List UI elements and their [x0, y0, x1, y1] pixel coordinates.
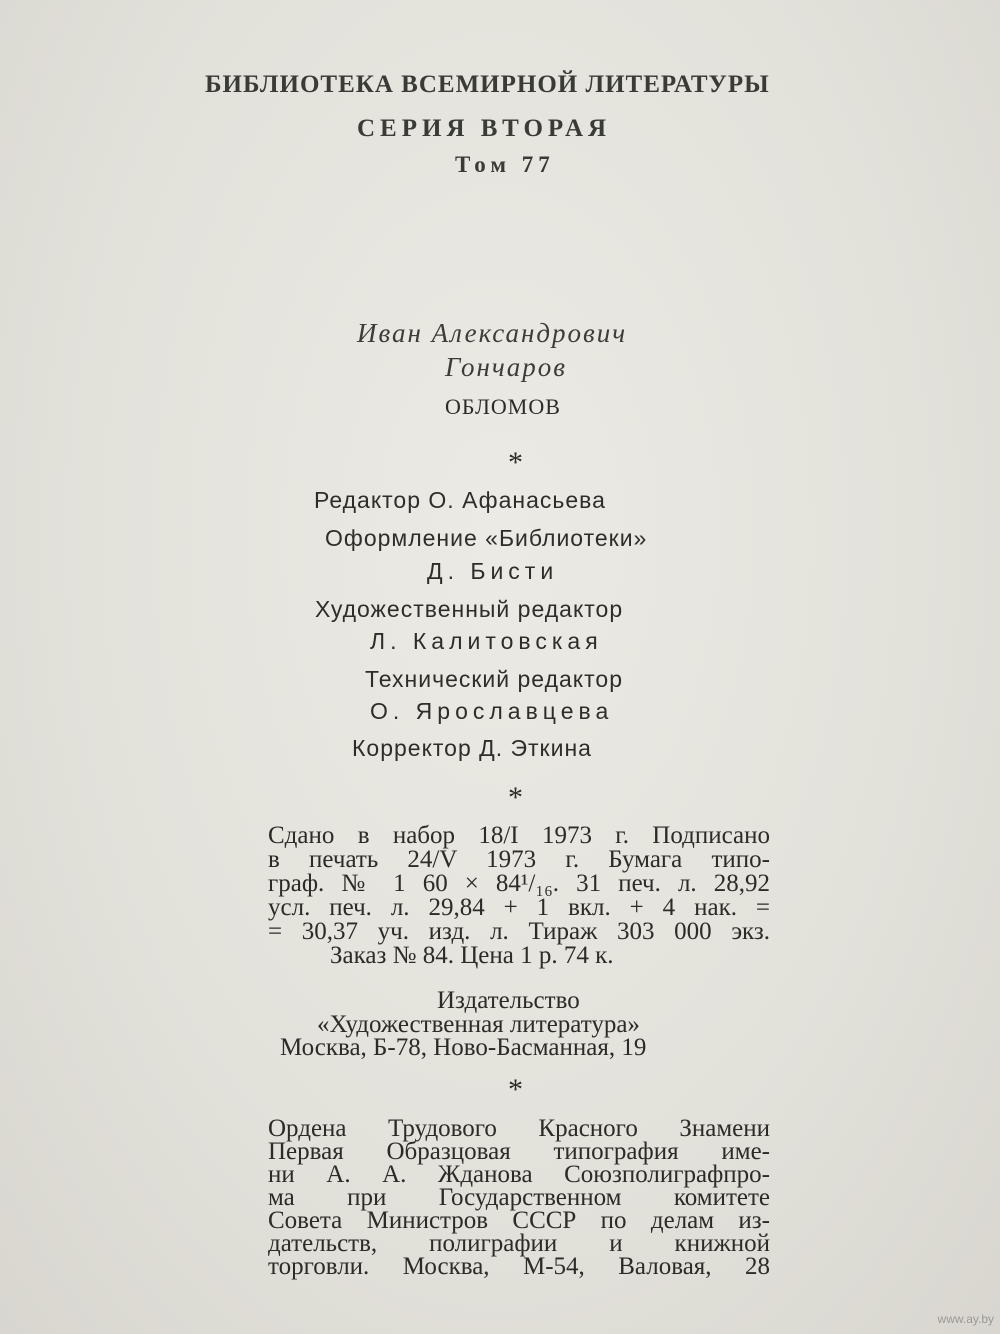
- volume-number: Том 77: [455, 152, 555, 177]
- printer-block: [268, 1115, 770, 1280]
- book-title: ОБЛОМОВ: [445, 394, 561, 419]
- editor-text: Редактор О. Афанасьева: [314, 487, 606, 513]
- art-editor-name: Л. Калитовская: [370, 628, 603, 654]
- watermark-text: www.ay.by: [937, 1312, 994, 1326]
- separator-star: *: [508, 446, 523, 479]
- publisher-label: Издательство: [437, 987, 580, 1014]
- library-series-title: БИБЛИОТЕКА ВСЕМИРНОЙ ЛИТЕРАТУРЫ: [205, 71, 770, 98]
- imprint-line: в печать 24/V 1973 г. Бумага типо-: [268, 846, 770, 873]
- imprint-line: = 30,37 уч. изд. л. Тираж 303 000 экз.: [268, 918, 770, 945]
- proofreader-credit: Корректор Д. Эткина: [352, 735, 592, 761]
- printer-line: Первая Образцовая типография име-: [268, 1138, 770, 1165]
- author-first-name: Иван Александрович: [357, 318, 628, 348]
- imprint-block: [268, 822, 770, 969]
- imprint-line: Сдано в набор 18/I 1973 г. Подписано: [268, 822, 770, 849]
- design-label: Оформление «Библиотеки»: [325, 525, 648, 551]
- separator-star: *: [508, 781, 523, 814]
- separator-star: *: [508, 1073, 523, 1106]
- tech-editor-name: О. Ярославцева: [370, 698, 614, 724]
- printer-line: Ордена Трудового Красного Знамени: [268, 1115, 770, 1142]
- series-number: СЕРИЯ ВТОРАЯ: [357, 115, 612, 142]
- art-editor-label: Художественный редактор: [315, 596, 624, 622]
- publisher-address: Москва, Б-78, Ново-Басманная, 19: [280, 1034, 647, 1061]
- printer-line: ни А. А. Жданова Союзполиграфпро-: [268, 1161, 770, 1188]
- author-last-name: Гончаров: [445, 352, 567, 382]
- printer-line: торговли. Москва, М-54, Валовая, 28: [268, 1253, 770, 1280]
- design-name: Д. Бисти: [427, 558, 559, 584]
- printer-line: дательств, полиграфии и книжной: [268, 1230, 770, 1257]
- publisher-name: «Художественная литература»: [317, 1011, 640, 1038]
- imprint-line: Заказ № 84. Цена 1 р. 74 к.: [330, 942, 614, 969]
- printer-line: Совета Министров СССР по делам из-: [268, 1207, 770, 1234]
- editor-credit: [314, 489, 606, 512]
- imprint-line: усл. печ. л. 29,84 + 1 вкл. + 4 нак. =: [268, 894, 770, 921]
- printer-line: ма при Государственном комитете: [268, 1184, 770, 1211]
- imprint-line: граф. № 1 60 × 84¹/₁₆. 31 печ. л. 28,92: [268, 870, 770, 897]
- tech-editor-label: Технический редактор: [365, 666, 623, 692]
